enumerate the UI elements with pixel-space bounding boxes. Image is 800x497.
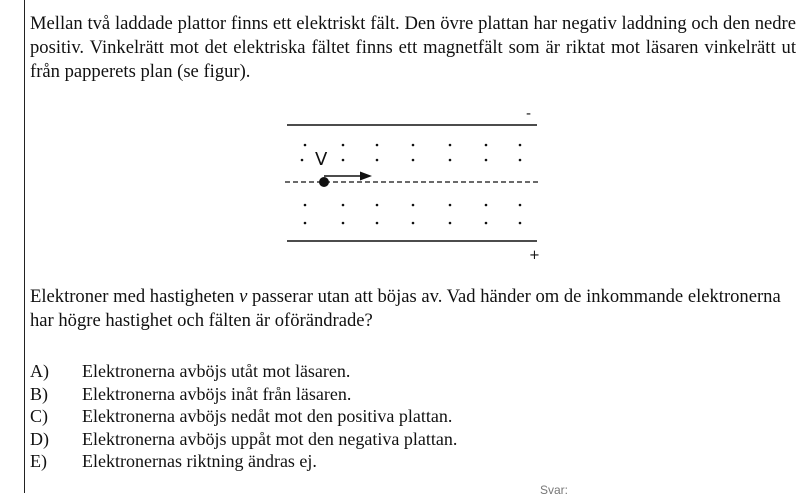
field-dot [304, 144, 307, 147]
field-dot [519, 204, 522, 207]
field-dot [519, 144, 522, 147]
option-c[interactable] [30, 405, 770, 428]
intro-paragraph: Mellan två laddade plattor finns ett elektriskt fält. Den övre plattan har negativ laddning och den nedre positiv. Vinkelrätt mot det elektriska fältet finns ett magnetfält som är riktat mot läsaren vinkelrätt ut från papperets plan (se figur). [30, 13, 796, 82]
option-letter: A) [30, 361, 49, 381]
field-dot [376, 159, 379, 162]
field-dot [304, 204, 307, 207]
field-diagram [280, 108, 550, 268]
question-text-start: Elektroner med hastigheten [30, 286, 240, 307]
option-text: Elektronerna avböjs inåt från läsaren. [82, 383, 352, 404]
field-dot [376, 222, 379, 225]
left-margin-rule [24, 0, 25, 493]
option-text: Elektronerna avböjs nedåt mot den positiva plattan. [82, 406, 453, 426]
field-dot [412, 204, 415, 207]
option-letter: D) [30, 428, 49, 449]
answer-options [30, 360, 770, 473]
velocity-label: V [315, 149, 328, 170]
option-text: Elektronernas riktning ändras ej. [82, 451, 317, 471]
field-dot [412, 144, 415, 147]
velocity-arrow-head [360, 172, 372, 181]
field-dot [485, 144, 488, 147]
field-dot [449, 204, 452, 207]
velocity-variable: v [239, 286, 248, 307]
field-dot [342, 222, 345, 225]
field-figure [280, 108, 550, 268]
field-dot [485, 204, 488, 207]
field-dot [449, 159, 452, 162]
option-text: Elektronerna avböjs utåt mot läsaren. [82, 361, 351, 381]
field-dot [342, 204, 345, 207]
question-text-end: passerar utan att böjas av. Vad händer om de inkommande elektronerna har högre hastighet och fälten är oförändrade? [30, 286, 781, 331]
field-dot [449, 222, 452, 225]
field-dot [485, 159, 488, 162]
field-dot [301, 159, 304, 162]
option-e[interactable] [30, 450, 770, 473]
option-letter: E) [30, 451, 47, 471]
field-dot [342, 159, 345, 162]
negative-sign: - [526, 108, 532, 122]
magnetic-field-dots [301, 144, 522, 225]
field-dot [519, 222, 522, 225]
field-dot [376, 144, 379, 147]
field-dot [519, 159, 522, 162]
option-b[interactable] [30, 383, 770, 406]
option-a[interactable] [30, 360, 770, 383]
field-dot [449, 144, 452, 147]
question-paragraph [30, 285, 796, 333]
positive-sign: + [529, 248, 540, 263]
field-dot [376, 204, 379, 207]
option-text: Elektronerna avböjs uppåt mot den negativa plattan. [82, 428, 458, 449]
option-letter: C) [30, 406, 48, 426]
option-letter: B) [30, 383, 48, 404]
field-dot [342, 144, 345, 147]
field-dot [304, 222, 307, 225]
answer-label-cutoff: Svar: [540, 483, 569, 497]
field-dot [485, 222, 488, 225]
electron-dot [319, 177, 329, 187]
field-dot [412, 159, 415, 162]
field-dot [412, 222, 415, 225]
option-d[interactable] [30, 428, 770, 451]
